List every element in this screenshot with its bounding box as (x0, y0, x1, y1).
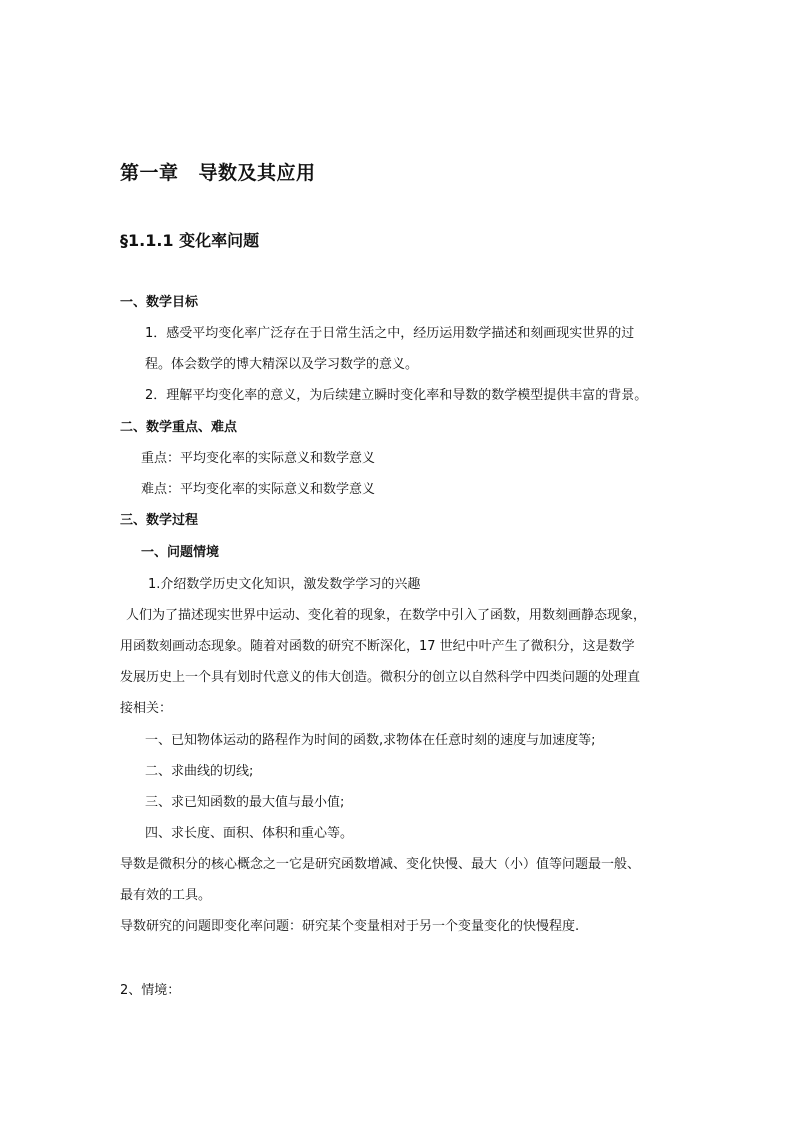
history-paragraph-line-1: 人们为了描述现实世界中运动、变化着的现象，在数学中引入了函数，用数刻画静态现象， (126, 608, 647, 623)
problem-item-2: 二、求曲线的切线; (145, 764, 254, 779)
intro-item: 1.介绍数学历史文化知识，激发数学学习的兴趣 (148, 577, 421, 592)
chapter-name: 导数及其应用 (198, 162, 316, 184)
key-points-heading: 二、数学重点、难点 (120, 420, 238, 435)
derivative-line-3: 导数研究的问题即变化率问题：研究某个变量相对于另一个变量变化的快慢程度. (120, 919, 580, 934)
derivative-line-1: 导数是微积分的核心概念之一它是研究函数增减、变化快慢、最大（小）值等问题最一般、 (120, 857, 641, 872)
key-point: 重点：平均变化率的实际意义和数学意义 (141, 451, 376, 466)
goal-item-2: 2．理解平均变化率的意义，为后续建立瞬时变化率和导数的数学模型提供丰富的背景。 (145, 388, 648, 403)
problem-situation-heading: 一、问题情境 (141, 545, 220, 560)
situation-heading: 2、情境： (120, 983, 181, 998)
history-paragraph-line-4: 接相关： (120, 701, 173, 716)
problem-item-3: 三、求已知函数的最大值与最小值; (145, 795, 345, 810)
history-paragraph-line-2: 用函数刻画动态现象。随着对函数的研究不断深化，17 世纪中叶产生了微积分，这是数学 (120, 639, 635, 654)
history-paragraph-line-3: 发展历史上一个具有划时代意义的伟大创造。微积分的创立以自然科学中四类问题的处理直 (120, 670, 641, 685)
goal-item-1-line-2: 程。体会数学的博大精深以及学习数学的意义。 (145, 357, 419, 372)
goals-heading: 一、数学目标 (120, 295, 199, 310)
derivative-line-2: 最有效的工具。 (120, 888, 212, 903)
section-title: §1.1.1 变化率问题 (120, 231, 260, 250)
goal-item-1-line-1: 1．感受平均变化率广泛存在于日常生活之中，经历运用数学描述和刻画现实世界的过 (145, 326, 635, 341)
chapter-number: 第一章 (120, 162, 179, 184)
chapter-title (120, 158, 316, 185)
difficulty-point: 难点：平均变化率的实际意义和数学意义 (141, 482, 376, 497)
problem-item-4: 四、求长度、面积、体积和重心等。 (145, 826, 354, 841)
problem-item-1: 一、已知物体运动的路程作为时间的函数,求物体在任意时刻的速度与加速度等; (145, 733, 596, 748)
process-heading: 三、数学过程 (120, 513, 199, 528)
